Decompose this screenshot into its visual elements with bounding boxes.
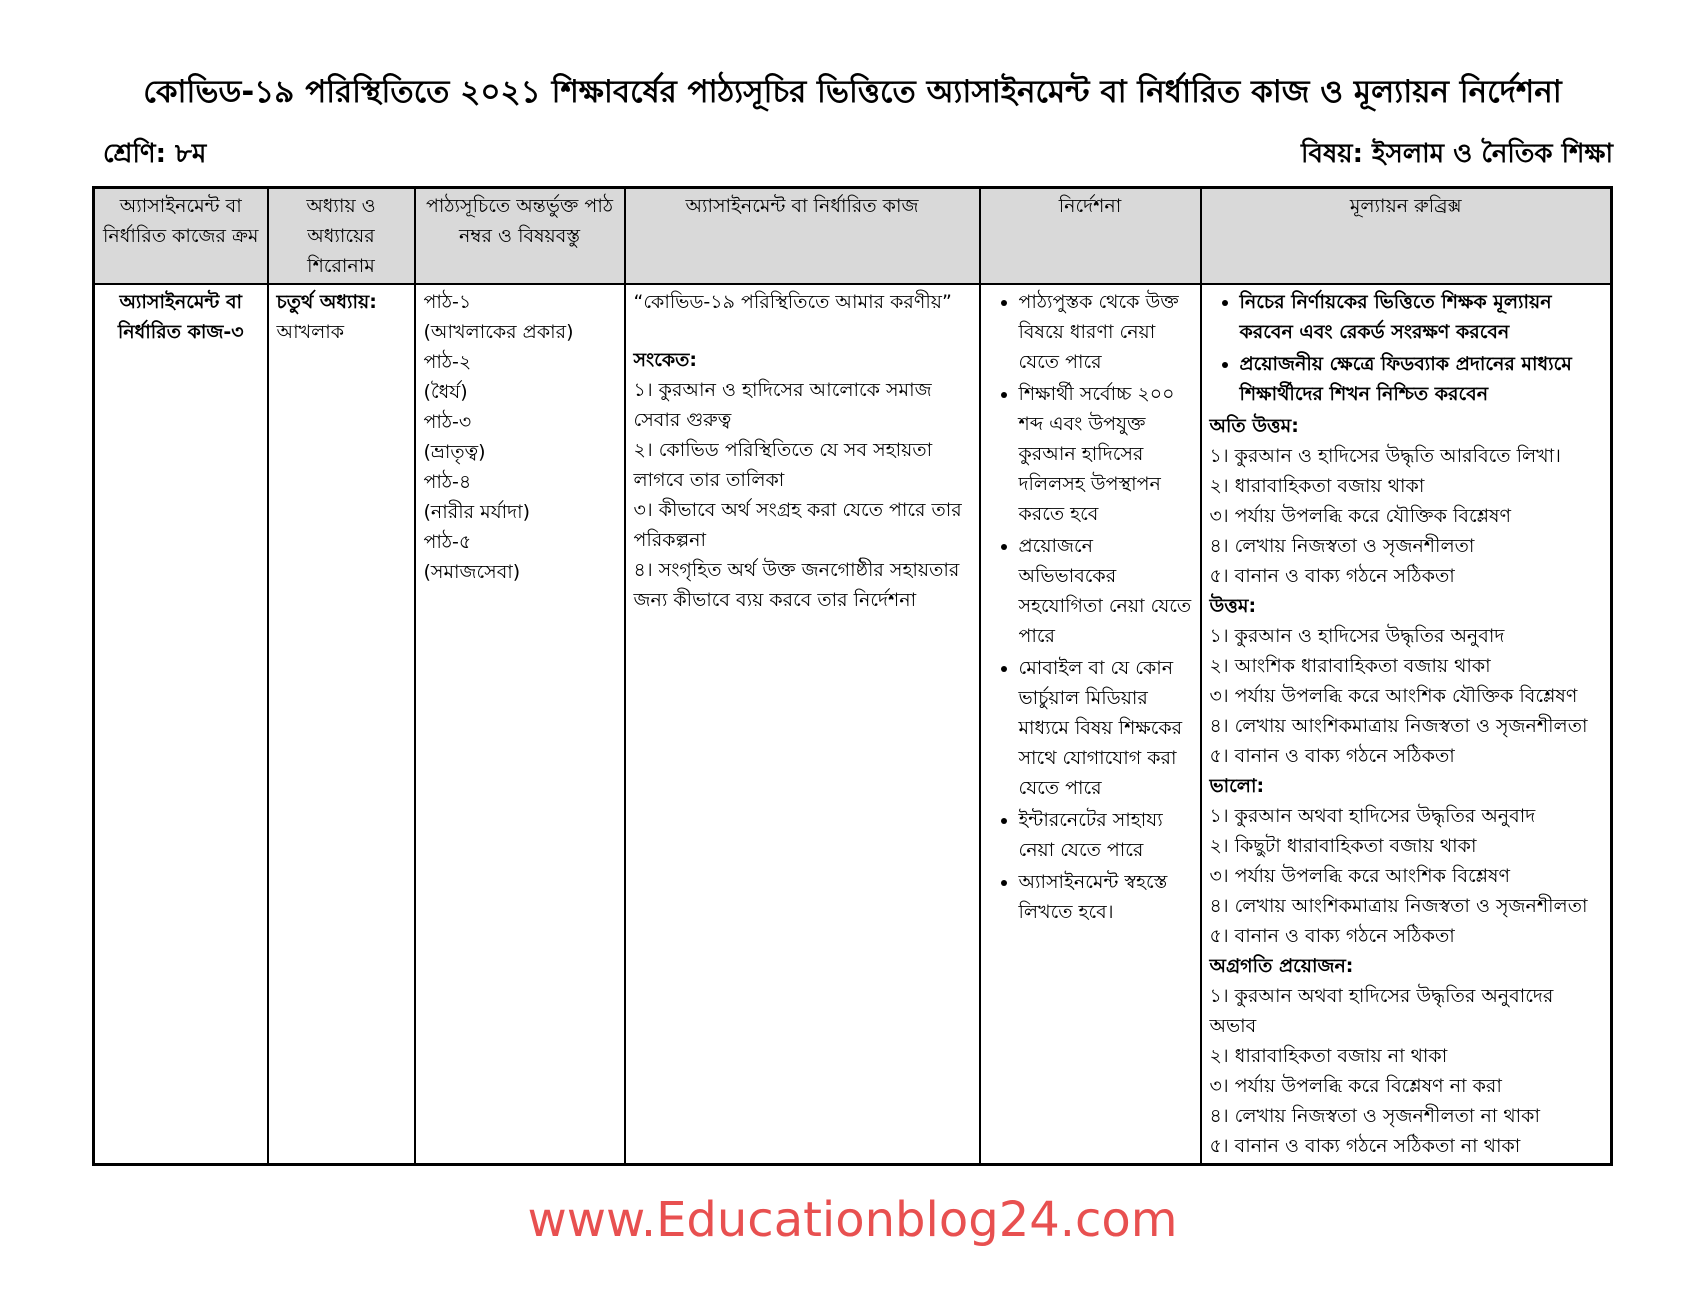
rubric-criterion: ২। ধারাবাহিকতা বজায় না থাকা [1209,1045,1448,1067]
instruction-item: • পাঠ্যপুস্তক থেকে উক্ত বিষয়ে ধারণা নেয়া যেতে পারে [1019,287,1192,377]
header-labels [92,136,1613,172]
assignment-cell [625,284,980,1165]
assignment-table [92,186,1613,1166]
header-instructions: নির্দেশনা [980,188,1201,285]
lesson-item: (ভ্রাতৃত্ব) [423,441,486,463]
lesson-item: পাঠ-৩ [423,411,472,433]
hint-item: ৪। সংগৃহিত অর্থ উক্ত জনগোষ্ঠীর সহায়তার [633,559,960,581]
rubric-bullet: • নিচের নির্ণায়কের ভিত্তিতে শিক্ষক মূল্যায়ন করবেন এবং রেকর্ড সংরক্ষণ করবেন [1240,287,1603,347]
rubric-criterion: ৪। লেখায় নিজস্বতা ও সৃজনশীলতা না থাকা [1209,1105,1540,1127]
rubric-levels [1210,411,1603,1161]
lesson-item: (আখলাকের প্রকার) [423,321,574,343]
header-lessons: পাঠ্যসূচিতে অন্তর্ভুক্ত পাঠ নম্বর ও বিষয়বস্তু [415,188,625,285]
instruction-item: • প্রয়োজনে অভিভাবকের সহযোগিতা নেয়া যেতে পারে [1019,531,1192,651]
instruction-item: • মোবাইল বা যে কোন ভার্চুয়াল মিডিয়ার মাধ্যমে বিষয় শিক্ষকের সাথে যোগাযোগ করা যেতে পারে [1019,653,1192,803]
hint-item: ১। কুরআন ও হাদিসের আলোকে সমাজ সেবার গুরুত্ব [633,379,932,431]
lesson-item: পাঠ-২ [423,351,472,373]
rubric-criterion: ১। কুরআন অথবা হাদিসের উদ্ধৃতির অনুবাদের অভাব [1209,985,1554,1037]
chapter-title: আখলাক [276,321,345,343]
header-chapter: অধ্যায় ও অধ্যায়ের শিরোনাম [268,188,415,285]
instruction-item: • ইন্টারনেটের সাহায্য নেয়া যেতে পারে [1019,805,1192,865]
class-label: শ্রেণি: ৮ম [103,139,207,169]
rubrics-cell [1201,284,1612,1165]
rubric-criterion: ১। কুরআন ও হাদিসের উদ্ধৃতি আরবিতে লিখা। [1209,445,1561,467]
table-row [94,284,1612,1165]
hint-item: ২। কোভিড পরিস্থিতিতে যে সব সহায়তা লাগবে তার তালিকা [633,439,933,491]
rubric-criterion: ৪। লেখায় নিজস্বতা ও সৃজনশীলতা [1209,535,1475,557]
rubric-criterion: ২। কিছুটা ধারাবাহিকতা বজায় থাকা [1209,835,1477,857]
lesson-item: (নারীর মর্যাদা) [423,501,531,523]
hint-label: সংকেত: [633,349,698,371]
table-header-row [94,188,1612,285]
rubric-criterion: ৪। লেখায় আংশিকমাত্রায় নিজস্বতা ও সৃজনশীলতা [1209,715,1588,737]
chapter-cell [268,284,415,1165]
assignment-order: অ্যাসাইনমেন্ট বা নির্ধারিত কাজ-৩ [117,291,244,343]
rubric-criterion: ১। কুরআন ও হাদিসের উদ্ধৃতির অনুবাদ [1209,625,1505,647]
lesson-item: (ধৈর্য) [423,381,468,403]
chapter-label: চতুর্থ অধ্যায়: [276,291,377,313]
rubric-criterion: ৩। পর্যায় উপলব্ধি করে আংশিক যৌক্তিক বিশ্লেষণ [1209,685,1578,707]
rubric-criterion: ৫। বানান ও বাক্য গঠনে সঠিকতা [1209,925,1455,947]
rubric-level-label: অতি উত্তম: [1209,415,1299,437]
order-cell [94,284,268,1165]
lessons-cell [415,284,625,1165]
header-assignment: অ্যাসাইনমেন্ট বা নির্ধারিত কাজ [625,188,980,285]
hint-item: জন্য কীভাবে ব্যয় করবে তার নির্দেশনা [633,589,917,611]
rubric-level-label: ভালো: [1209,775,1265,797]
hint-item: ৩। কীভাবে অর্থ সংগ্রহ করা যেতে পারে তার পরিকল্পনা [633,499,962,551]
rubric-criterion: ৫। বানান ও বাক্য গঠনে সঠিকতা [1209,745,1455,767]
rubric-criterion: ২। ধারাবাহিকতা বজায় থাকা [1209,475,1425,497]
rubric-criterion: ৩। পর্যায় উপলব্ধি করে আংশিক বিশ্লেষণ [1209,865,1511,887]
header-order: অ্যাসাইনমেন্ট বা নির্ধারিত কাজের ক্রম [94,188,268,285]
instructions-list [989,287,1192,927]
rubric-criterion: ৩। পর্যায় উপলব্ধি করে যৌক্তিক বিশ্লেষণ [1209,505,1511,527]
rubric-criterion: ৩। পর্যায় উপলব্ধি করে বিশ্লেষণ না করা [1209,1075,1502,1097]
rubric-level-label: অগ্রগতি প্রয়োজন: [1209,955,1354,977]
instruction-item: • অ্যাসাইনমেন্ট স্বহস্তে লিখতে হবে। [1019,867,1192,927]
rubric-level-label: উত্তম: [1209,595,1257,617]
assignment-title: “কোভিড-১৯ পরিস্থিতিতে আমার করণীয়” [633,291,952,313]
rubric-criterion: ৪। লেখায় আংশিকমাত্রায় নিজস্বতা ও সৃজনশীলতা [1209,895,1588,917]
rubric-bullets [1210,287,1603,409]
document-title: কোভিড-১৯ পরিস্থিতিতে ২০২১ শিক্ষাবর্ষের পাঠ্যসূচির ভিত্তিতে অ্যাসাইনমেন্ট বা নির্ধারিত কাজ ও মূল্যায়ন নির্দেশনা [143,74,1562,110]
header-rubrics: মূল্যায়ন রুব্রিক্স [1201,188,1612,285]
lesson-item: (সমাজসেবা) [423,561,521,583]
rubric-criterion: ৫। বানান ও বাক্য গঠনে সঠিকতা [1209,565,1455,587]
lesson-item: পাঠ-৪ [423,471,472,493]
instructions-cell [980,284,1201,1165]
rubric-criterion: ৫। বানান ও বাক্য গঠনে সঠিকতা না থাকা [1209,1135,1521,1157]
lesson-item: পাঠ-৫ [423,531,472,553]
rubric-criterion: ২। আংশিক ধারাবাহিকতা বজায় থাকা [1209,655,1491,677]
subject-label: বিষয়: ইসলাম ও নৈতিক শিক্ষা [1301,139,1613,169]
lesson-item: পাঠ-১ [423,291,472,313]
watermark: www.Educationblog24.com [527,1192,1178,1248]
instruction-item: • শিক্ষার্থী সর্বোচ্চ ২০০ শব্দ এবং উপযুক্ত কুরআন হাদিসের দলিলসহ উপস্থাপন করতে হবে [1019,379,1192,529]
rubric-criterion: ১। কুরআন অথবা হাদিসের উদ্ধৃতির অনুবাদ [1209,805,1536,827]
hints-list [634,375,971,615]
rubric-bullet: • প্রয়োজনীয় ক্ষেত্রে ফিডব্যাক প্রদানের মাধ্যমে শিক্ষার্থীদের শিখন নিশ্চিত করবেন [1240,349,1603,409]
